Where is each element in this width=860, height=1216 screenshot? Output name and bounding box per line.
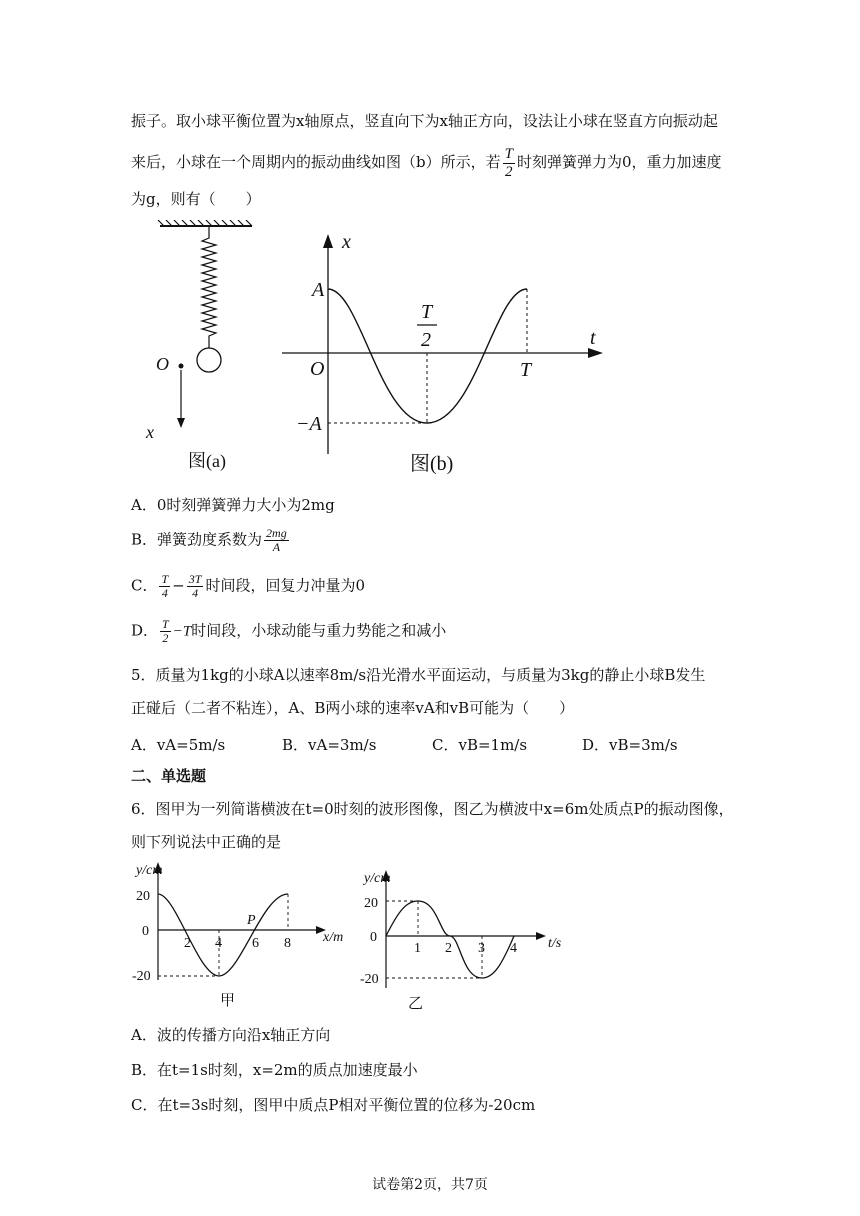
fig-a-caption: 图(a) xyxy=(188,451,226,471)
q4-option-c-dash: − xyxy=(172,576,185,595)
q5-line-1: 5．质量为1kg的小球A以速率8m/s沿光滑水平面运动，与质量为3kg的静止小球B发生 xyxy=(131,666,706,684)
frac-den: 4 xyxy=(161,586,168,601)
frac-den: 4 xyxy=(192,586,199,601)
q6-option-a: A．波的传播方向沿x轴正方向 xyxy=(131,1026,331,1044)
frac-num: T xyxy=(161,572,169,586)
q4-line-2 xyxy=(131,146,722,180)
fig-yi-xlabel: t/s xyxy=(548,936,562,951)
figure-yi-vibration xyxy=(356,866,576,1016)
frac-den: 2 xyxy=(505,163,513,180)
fig-b-t-label: t xyxy=(590,327,596,349)
fig-jia-ylabel: y/cm xyxy=(136,863,163,878)
fig-a-origin-label: O xyxy=(156,354,169,374)
fig-jia-tick-2: 2 xyxy=(184,936,191,951)
fig-b-half-den: 2 xyxy=(421,329,431,351)
page-footer: 试卷第2页，共7页 xyxy=(372,1177,488,1193)
fig-yi-tick-2: 2 xyxy=(445,941,452,956)
fig-b-origin-label: O xyxy=(310,358,325,380)
fig-yi-ybot: -20 xyxy=(360,972,379,987)
q4-line-2-b: 时刻弹簧弹力为0，重力加速度 xyxy=(516,153,722,171)
frac-num: T xyxy=(504,146,513,162)
q5-option-c: C．vB=1m/s xyxy=(432,736,528,754)
q5-option-a: A．vA=5m/s xyxy=(131,736,226,754)
q4-option-d-mid: −T xyxy=(172,623,192,640)
q4-option-d xyxy=(131,618,446,645)
fig-jia-ytop: 20 xyxy=(136,889,150,904)
q4-option-c-frac1 xyxy=(159,573,170,600)
q6-line-1: 6．图甲为一列简谐横波在t=0时刻的波形图像，图乙为横波中x=6m处质点P的振动图像， xyxy=(131,800,734,818)
fig-jia-caption: 甲 xyxy=(220,993,236,1008)
fig-jia-P-label: P xyxy=(247,913,256,928)
fig-b-x-label: x xyxy=(342,231,351,253)
q4-option-b xyxy=(131,527,291,554)
fig-jia-yzero: 0 xyxy=(142,924,149,939)
fig-b-negA-label: −A xyxy=(296,413,322,435)
frac-num: 3T xyxy=(188,572,202,586)
q4-line-1: 振子。取小球平衡位置为x轴原点，竖直向下为x轴正方向，设法让小球在竖直方向振动起 xyxy=(131,112,718,130)
fig-b-T-label: T xyxy=(520,359,532,381)
fig-a-x-label: x xyxy=(146,422,154,442)
fig-yi-tick-1: 1 xyxy=(414,941,421,956)
q4-option-c xyxy=(131,573,365,600)
figure-a-spring xyxy=(140,220,260,475)
frac-num: T xyxy=(162,617,169,631)
figure-jia-waveform xyxy=(126,858,356,1008)
q5-line-2: 正碰后（二者不粘连），A、B两小球的速率vA和vB可能为（ ） xyxy=(131,699,575,717)
fig-jia-ybot: -20 xyxy=(132,969,151,984)
fig-b-caption: 图(b) xyxy=(410,453,454,475)
q6-option-b: B．在t=1s时刻，x=2m的质点加速度最小 xyxy=(131,1061,418,1079)
q4-line-2-a: 来后，小球在一个周期内的振动曲线如图（b）所示，若 xyxy=(131,153,501,171)
fig-yi-tick-4: 4 xyxy=(510,941,517,956)
fig-yi-yzero: 0 xyxy=(370,930,377,945)
fig-b-half-num: T xyxy=(421,301,433,323)
q6-option-c: C．在t=3s时刻，图甲中质点P相对平衡位置的位移为-20cm xyxy=(131,1096,536,1114)
q4-line-3: 为g，则有（ ） xyxy=(131,190,261,208)
q4-option-d-text: 时间段，小球动能与重力势能之和减小 xyxy=(191,621,447,640)
frac-den: 2 xyxy=(162,631,169,646)
q4-option-b-text: B．弹簧劲度系数为 xyxy=(131,530,263,549)
q4-option-c-prefix: C． xyxy=(131,576,158,595)
q4-option-d-prefix: D． xyxy=(131,621,159,640)
q5-option-d: D．vB=3m/s xyxy=(582,736,678,754)
q4-option-b-frac xyxy=(264,527,289,554)
q4-option-d-frac xyxy=(160,618,171,645)
q6-line-2: 则下列说法中正确的是 xyxy=(131,833,282,851)
fig-jia-xlabel: x/m xyxy=(323,930,344,945)
figure-b-vibration-curve xyxy=(270,226,620,476)
q4-option-c-frac2 xyxy=(187,573,204,600)
fig-b-A-label: A xyxy=(312,279,325,301)
fig-yi-ytop: 20 xyxy=(364,896,378,911)
q4-frac-t-half xyxy=(503,146,515,180)
fig-jia-tick-6: 6 xyxy=(252,936,259,951)
fig-yi-caption: 乙 xyxy=(408,996,424,1012)
q4-option-c-text: 时间段，回复力冲量为0 xyxy=(205,576,365,595)
frac-num: 2mg xyxy=(266,526,287,540)
fig-yi-ylabel: y/cm xyxy=(364,871,391,886)
section-heading: 二、单选题 xyxy=(131,767,207,785)
fig-jia-tick-4: 4 xyxy=(215,936,222,951)
q5-option-b: B．vA=3m/s xyxy=(282,736,377,754)
fig-jia-tick-8: 8 xyxy=(284,936,291,951)
q4-option-a: A．0时刻弹簧弹力大小为2mg xyxy=(131,496,335,514)
frac-den: A xyxy=(272,540,281,555)
fig-yi-tick-3: 3 xyxy=(478,941,485,956)
